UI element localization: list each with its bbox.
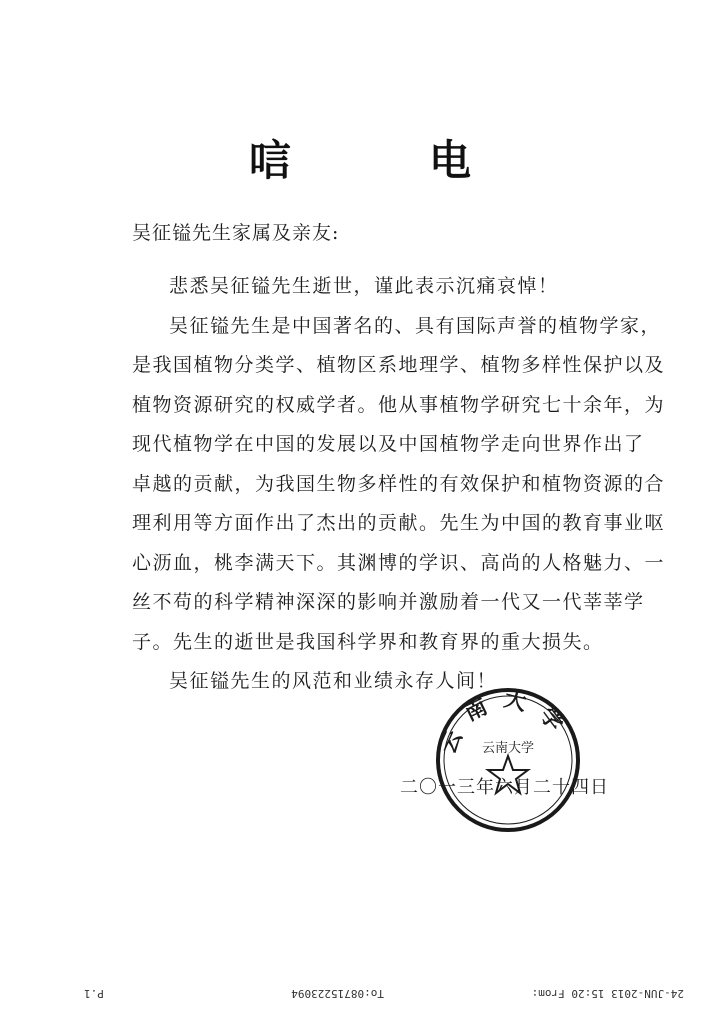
body-line: 悲悉吴征镒先生逝世，谨此表示沉痛哀悼！ <box>169 275 559 297</box>
university-seal <box>434 686 582 834</box>
body-line: 子。先生的逝世是我国科学界和教育界的重大损失。 <box>132 630 604 653</box>
fax-recipient-info: To:08715223094 <box>291 987 384 1000</box>
seal-stamp-icon <box>434 686 582 834</box>
body-line: 植物资源研究的权威学者。他从事植物学研究七十余年，为 <box>132 393 666 416</box>
body-line: 现代植物学在中国的发展以及中国植物学走向世界作出了 <box>132 433 645 455</box>
body-line: 理利用等方面作出了杰出的贡献。先生为中国的教育事业呕 <box>132 512 666 534</box>
body-line: 是我国植物分类学、植物区系地理学、植物多样性保护以及 <box>132 354 666 376</box>
salutation: 吴征镒先生家属及亲友: <box>132 222 340 244</box>
svg-text:云南大学: 云南大学 <box>481 741 535 756</box>
fax-transmission-header <box>84 982 684 1000</box>
document-title: 唁 电 <box>248 136 519 185</box>
letter-body <box>132 267 666 702</box>
body-line: 卓越的贡献，为我国生物多样性的有效保护和植物资源的合 <box>132 472 666 495</box>
body-line: 丝不苟的科学精神深深的影响并激励着一代又一代莘莘学 <box>132 591 645 613</box>
body-line: 吴征镒先生的风范和业绩永存人间！ <box>169 670 498 692</box>
signature-date: 二〇一三年六月二十四日 <box>400 777 609 798</box>
body-line: 吴征镒先生是中国著名的、具有国际声誉的植物学家， <box>169 314 662 337</box>
body-line: 心沥血，桃李满天下。其渊博的学识、高尚的人格魅力、一 <box>132 551 666 574</box>
fax-page-number: P.1 <box>84 987 104 1000</box>
svg-text:云南大学: 云南大学 <box>435 686 576 758</box>
fax-sender-info: 24-JUN-2013 15:20 From: <box>531 987 684 1000</box>
